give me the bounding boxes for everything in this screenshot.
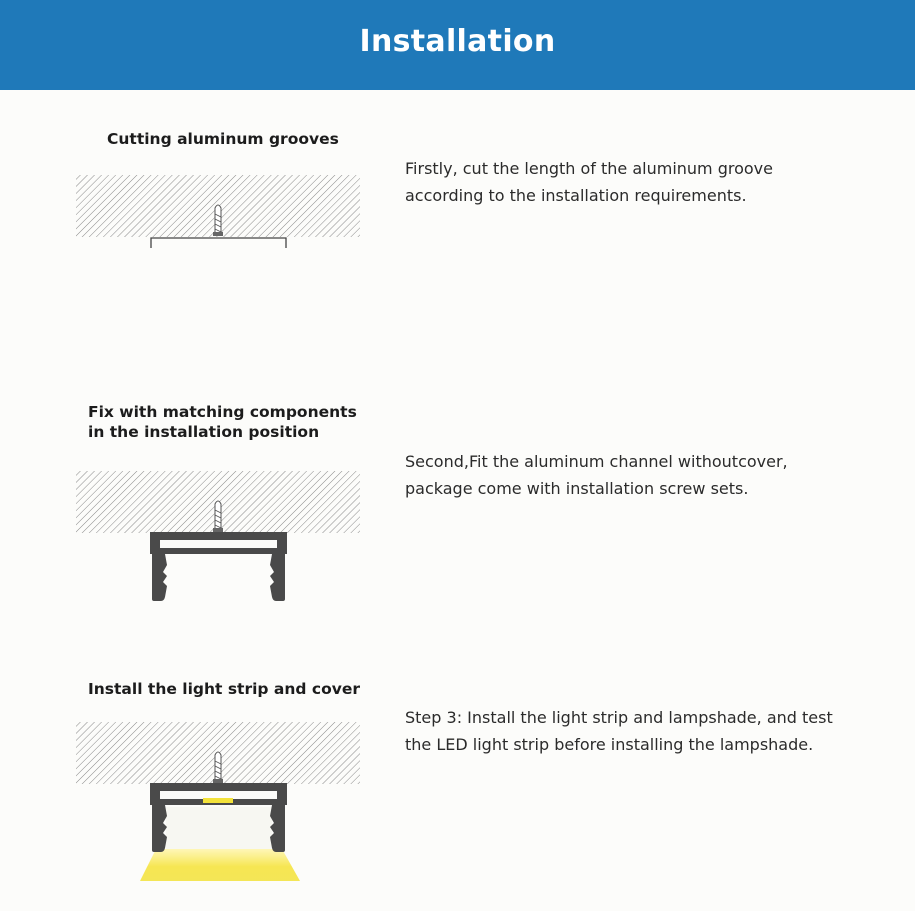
step-1-diagram xyxy=(76,172,362,252)
step-2-title xyxy=(88,402,357,442)
step-2-title-line-1: Fix with matching components xyxy=(88,403,357,421)
page-title: Installation xyxy=(359,23,556,59)
groove-outline xyxy=(151,238,286,248)
led-strip xyxy=(203,798,233,803)
step-2-diagram xyxy=(76,468,362,608)
screw-icon xyxy=(213,501,223,532)
lampshade-cover xyxy=(166,807,272,849)
led-light-beam xyxy=(140,849,300,881)
step-1-title: Cutting aluminum grooves xyxy=(107,130,339,148)
step-2-description: Second,Fit the aluminum channel withoutcover, package come with installation screw sets. xyxy=(405,452,788,498)
aluminum-channel xyxy=(150,532,287,601)
screw-icon xyxy=(213,752,223,783)
step-1-description: Firstly, cut the length of the aluminum groove according to the installation requirements. xyxy=(405,159,773,205)
header-banner xyxy=(0,0,915,90)
step-3-diagram xyxy=(76,719,362,889)
screw-icon xyxy=(213,205,223,236)
step-3-description: Step 3: Install the light strip and lampshade, and test the LED light strip before installing the lampshade. xyxy=(405,708,833,754)
step-2-title-line-2: in the installation position xyxy=(88,423,320,441)
step-3-title: Install the light strip and cover xyxy=(88,680,360,698)
